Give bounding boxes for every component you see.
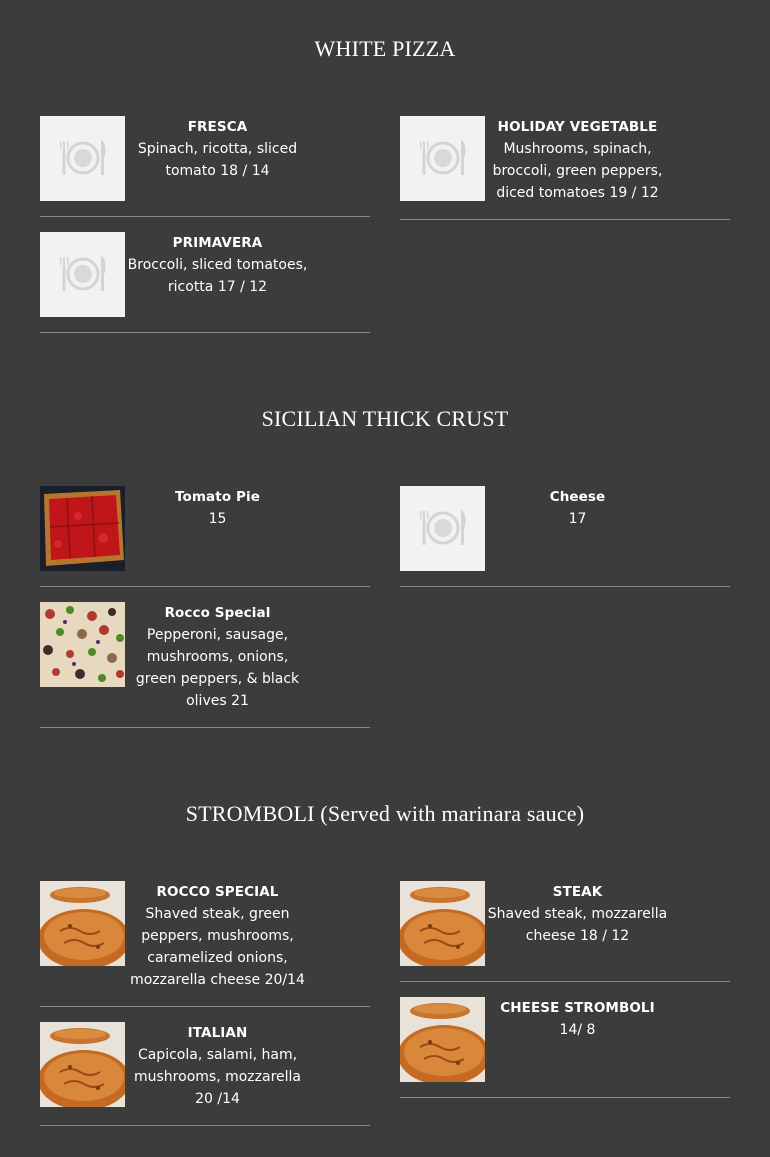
menu-item-cheese bbox=[400, 486, 730, 587]
item-name: Tomato Pie bbox=[175, 489, 260, 505]
menu-item-italian bbox=[40, 1022, 370, 1126]
item-description: Spinach, ricotta, sliced tomato 18 / 14 bbox=[137, 141, 298, 179]
menu-item-rocco-special-stromboli bbox=[40, 881, 370, 1007]
item-description: Shaved steak, green peppers, mushrooms, caramelized onions, mozzarella cheese 20/14 bbox=[130, 906, 305, 988]
section-title-stromboli: STROMBOLI (Served with marinara sauce) bbox=[185, 801, 585, 826]
menu-item-holiday-vegetable bbox=[400, 116, 730, 220]
item-description: Mushrooms, spinach, broccoli, green peppers, diced tomatoes 19 / 12 bbox=[492, 141, 663, 201]
plate-placeholder-icon bbox=[400, 486, 485, 571]
menu-item-rocco-special-sicilian bbox=[40, 602, 370, 728]
item-description: Broccoli, sliced tomatoes, ricotta 17 / 12 bbox=[127, 257, 308, 295]
menu-item-cheese-stromboli bbox=[400, 997, 730, 1098]
menu-item-fresca bbox=[40, 116, 370, 217]
item-name: ROCCO SPECIAL bbox=[156, 884, 279, 900]
item-description: Shaved steak, mozzarella cheese 18 / 12 bbox=[487, 906, 668, 944]
item-name: Rocco Special bbox=[164, 605, 271, 621]
menu-item-steak bbox=[400, 881, 730, 982]
section-title-sicilian-thick-crust: SICILIAN THICK CRUST bbox=[261, 406, 509, 431]
stromboli-photo bbox=[400, 881, 485, 966]
item-description: 15 bbox=[208, 511, 227, 527]
section-title-white-pizza: WHITE PIZZA bbox=[314, 36, 456, 61]
plate-placeholder-icon bbox=[400, 116, 485, 201]
stromboli-photo bbox=[400, 997, 485, 1082]
item-name: FRESCA bbox=[187, 119, 248, 135]
item-description: 17 bbox=[568, 511, 587, 527]
item-description: Pepperoni, sausage, mushrooms, onions, green peppers, & black olives 21 bbox=[135, 627, 300, 709]
item-name: Cheese bbox=[549, 489, 606, 505]
stromboli-photo bbox=[40, 1022, 125, 1107]
item-name: CHEESE STROMBOLI bbox=[500, 1000, 655, 1016]
item-name: ITALIAN bbox=[187, 1025, 248, 1041]
item-name: STEAK bbox=[552, 884, 603, 900]
rocco-special-pizza-photo bbox=[40, 602, 125, 687]
item-description: 14/ 8 bbox=[559, 1022, 596, 1038]
tomato-pie-photo bbox=[40, 486, 125, 571]
menu-item-tomato-pie bbox=[40, 486, 370, 587]
item-name: HOLIDAY VEGETABLE bbox=[497, 119, 658, 135]
plate-placeholder-icon bbox=[40, 116, 125, 201]
item-name: PRIMAVERA bbox=[172, 235, 263, 251]
stromboli-photo bbox=[40, 881, 125, 966]
item-description: Capicola, salami, ham, mushrooms, mozzarella 20 /14 bbox=[134, 1047, 301, 1107]
plate-placeholder-icon bbox=[40, 232, 125, 317]
menu-item-primavera bbox=[40, 232, 370, 333]
